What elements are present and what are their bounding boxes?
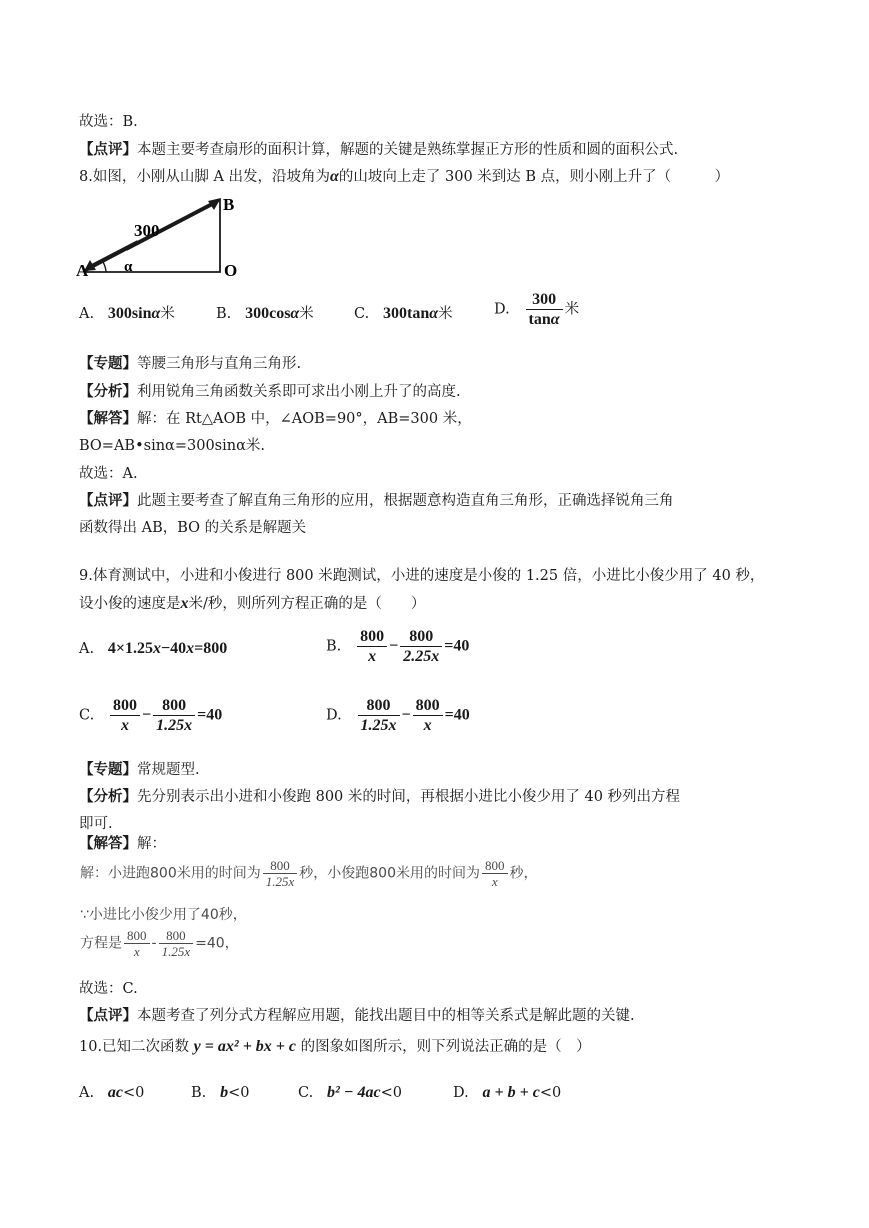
q8-option-b: B. 300cosα米: [216, 305, 314, 322]
q9-option-a: A. 4×1.25x−40x=800: [79, 640, 228, 657]
q8-option-c: C. 300tanα米: [354, 305, 453, 322]
label-alpha: α: [124, 259, 133, 275]
q9-solution-image-line3: 方程是 $\frac{800}{x}$ - $\frac{800}{1.25x}$ =40，: [80, 928, 239, 959]
q10-option-a: A. ac<0: [79, 1084, 145, 1101]
slope-triangle-figure: [76, 192, 246, 284]
q10-option-d: D. a + b + c<0: [453, 1084, 562, 1101]
q9-analysis-line2: 即可.: [79, 816, 113, 832]
q8-analysis: 【分析】利用锐角三角函数关系即可求出小刚上升了的高度.: [79, 383, 461, 400]
q9-analysis: 【分析】先分别表示出小进和小俊跑 800 米的时间，再根据小进比小俊少用了 40 秒列出方程: [79, 788, 681, 805]
q9-comment: 【点评】本题考查了列分式方程解应用题，能找出题目中的相等关系式是解此题的关键.: [79, 1007, 635, 1024]
q9-option-d: D. $\frac{800}{1.25x}$ − $\frac{800}{x}$ =40: [326, 697, 470, 734]
q8-choice: 故选：A.: [79, 466, 138, 482]
q9-topic: 【专题】常规题型.: [79, 761, 200, 778]
q8-topic: 【专题】等腰三角形与直角三角形.: [79, 355, 302, 372]
q8-comment: 【点评】此题主要考查了解直角三角形的应用，根据题意构造直角三角形，正确选择锐角三角: [79, 492, 674, 509]
angle-arc: [103, 262, 106, 272]
q9-option-b: B. $\frac{800}{x}$ − $\frac{800}{2.25x}$ =40: [326, 628, 470, 665]
q8-answer-line2: BO=AB•sinα=300sinα米.: [79, 438, 265, 454]
q8-text-a: 8.如图，小刚从山脚 A 出发，沿坡角为: [79, 169, 331, 185]
q8-option-a: A. 300sinα米: [79, 305, 175, 322]
q9-answer: 【解答】解：: [79, 835, 166, 852]
q8-alpha: α: [330, 168, 339, 185]
q8-text-b: 的山坡向上走了 300 米到达 B 点，则小刚上升了（ ）: [338, 169, 730, 185]
label-o: O: [224, 261, 238, 280]
comment-line: [79, 140, 678, 160]
q10-option-c: C. b² − 4ac<0: [298, 1084, 402, 1101]
question-8: [79, 167, 729, 187]
q8-comment-line2: 函数得出 AB，BO 的关系是解题关: [79, 520, 307, 536]
q8-answer: 【解答】解：在 Rt△AOB 中，∠AOB=90°，AB=300 米，: [79, 410, 472, 427]
q9-solution-image-line1: 解：小进跑800米用的时间为 $\frac{800}{1.25x}$ 秒，小俊跑800米用的时间为 $\frac{800}{x}$ 秒，: [80, 858, 538, 889]
q8-option-d: D. $\frac{300}{\tan\alpha}$ 米: [494, 291, 580, 328]
q9-option-c: C. $\frac{800}{x}$ − $\frac{800}{1.25x}$ =40: [79, 697, 223, 734]
q9-solution-image-line2: ∵小进比小俊少用了40秒，: [80, 907, 247, 923]
question-9-line2: 设小俊的速度是x米/秒，则所列方程正确的是（ ）: [79, 595, 426, 612]
answer-line: 故选：B.: [79, 114, 138, 130]
comment-text: 本题主要考查扇形的面积计算，解题的关键是熟练掌握正方形的性质和圆的面积公式.: [137, 142, 679, 158]
q10-option-b: B. b<0: [191, 1084, 250, 1101]
label-b: B: [223, 195, 235, 214]
question-10: 10.已知二次函数 y = ax² + bx + c 的图象如图所示，则下列说法正确的是（ ）: [79, 1038, 591, 1055]
q9-choice: 故选：C.: [79, 981, 138, 997]
tag-comment: 【点评】: [79, 141, 137, 158]
label-300: 300: [134, 221, 160, 240]
question-9: 9.体育测试中，小进和小俊进行 800 米跑测试，小进的速度是小俊的 1.25 倍，小进比小俊少用了 40 秒，: [79, 568, 765, 584]
label-a: A: [76, 261, 89, 280]
